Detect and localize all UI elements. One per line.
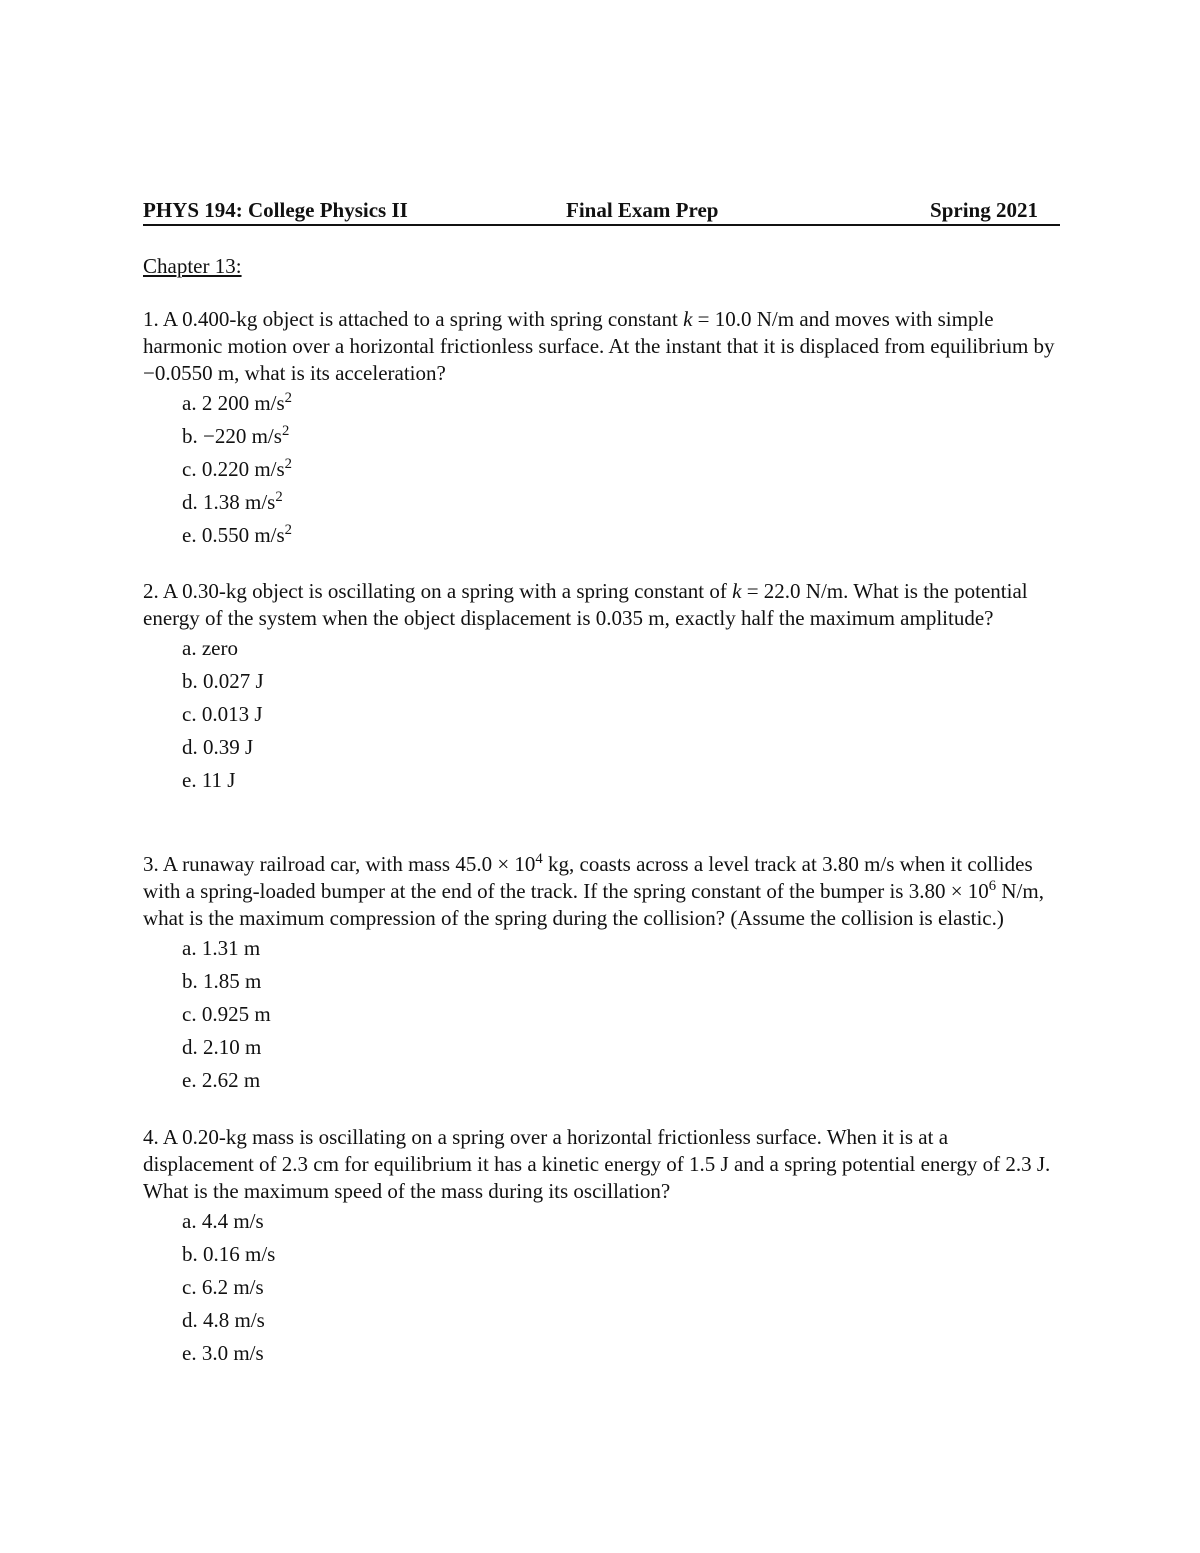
answer-option: d. 4.8 m/s <box>182 1308 265 1332</box>
answer-option: d. 0.39 J <box>182 735 254 759</box>
answer-option: e. 0.550 $m/s^2$ <box>182 522 293 547</box>
term-label: Spring 2021 <box>930 198 1038 222</box>
document-title: Final Exam Prep <box>566 198 719 222</box>
answer-option: b. 0.16 m/s <box>182 1242 276 1266</box>
answer-option: b. 1.85 m <box>182 969 262 993</box>
answer-option: a. 1.31 m <box>182 936 261 960</box>
answer-option: e. 3.0 m/s <box>182 1341 264 1365</box>
answer-option: b. 0.027 J <box>182 669 264 693</box>
chapter-heading: Chapter 13: <box>143 254 242 278</box>
answer-option: d. 1.38 $m/s^2$ <box>182 489 283 514</box>
question-4 <box>143 1124 1063 1370</box>
course-title: PHYS 194: College Physics II <box>143 198 408 222</box>
answer-options <box>143 932 1063 1097</box>
question-stem: 4. A 0.20-kg mass is oscillating on a spring over a horizontal frictionless surface. When it is at a displacement of 2.3 cm for equilibrium it has a kinetic energy of 1.5 J and a spring potential energy of 2.3 J. What is the maximum speed of the mass during its oscillation? <box>143 1125 1051 1203</box>
question-stem: 1. A 0.400-kg object is attached to a spring with spring constant k = 10.0 N/m and moves with simple harmonic motion over a horizontal frictionless surface. At the instant that it is displaced from equilibrium by −0.0550 m, what is its acceleration? <box>143 307 1055 385</box>
answer-options <box>143 1205 1063 1370</box>
answer-option: e. 11 J <box>182 768 236 792</box>
answer-option: e. 2.62 m <box>182 1068 261 1092</box>
answer-option: c. 6.2 m/s <box>182 1275 264 1299</box>
answer-option: a. zero <box>182 636 238 660</box>
page-header <box>143 198 1060 226</box>
answer-option: b. −220 $m/s^2$ <box>182 423 290 448</box>
question-2 <box>143 578 1063 797</box>
answer-option: c. 0.013 J <box>182 702 263 726</box>
answer-options <box>143 632 1063 797</box>
question-stem: 3. A runaway railroad car, with mass $45.0 \times 10^4$ kg, coasts across a level track at 3.80 m/s when it collides with a spring-loaded bumper at the end of the track. If the spring constant of the bumper is $3.80 \times 10^6$ N/m, what is the maximum compression of the spring during the collision? (Assume the collision is elastic.) <box>143 851 1044 930</box>
answer-option: d. 2.10 m <box>182 1035 262 1059</box>
question-stem: 2. A 0.30-kg object is oscillating on a spring with a spring constant of k = 22.0 N/m. What is the potential energy of the system when the object displacement is 0.035 m, exactly half the maximum amplitude? <box>143 579 1028 630</box>
answer-option: c. 0.220 $m/s^2$ <box>182 456 293 481</box>
answer-option: c. 0.925 m <box>182 1002 271 1026</box>
question-1 <box>143 306 1063 552</box>
answer-option: a. 2 200 $m/s^2$ <box>182 390 293 415</box>
question-3 <box>143 851 1063 1097</box>
answer-options <box>143 387 1063 552</box>
answer-option: a. 4.4 m/s <box>182 1209 264 1233</box>
